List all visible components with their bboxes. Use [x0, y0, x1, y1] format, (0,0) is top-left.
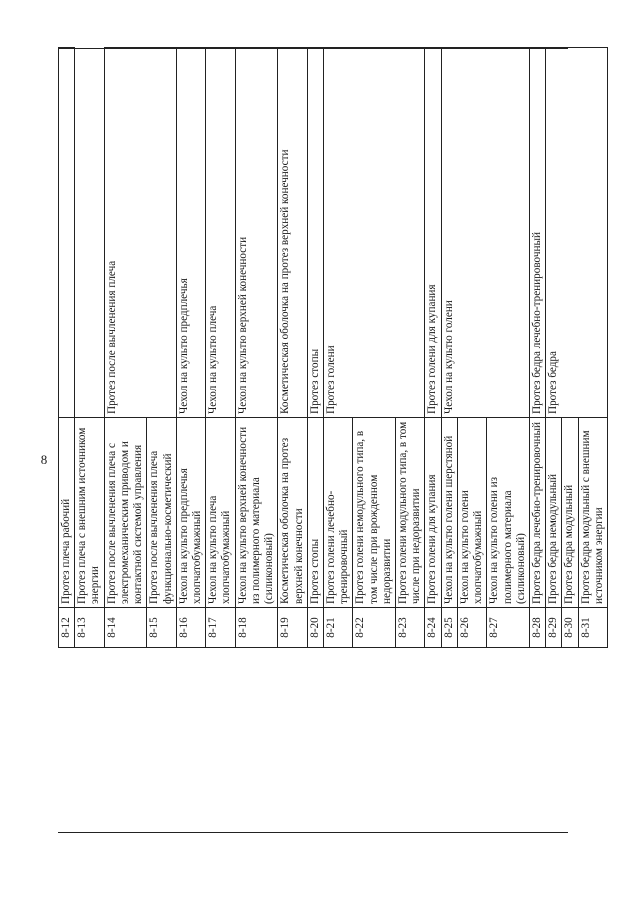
rotated-table-container	[58, 48, 605, 648]
row-number: 8-27	[487, 608, 530, 648]
table-row	[104, 48, 147, 648]
device-table-body	[59, 48, 608, 648]
device-name: Протез бедра модульный	[562, 418, 578, 608]
device-name: Чехол на культю голени из полимерного материала (силиконовый)	[487, 418, 530, 608]
row-number: 8-17	[206, 608, 235, 648]
row-number: 8-21	[323, 608, 352, 648]
row-number: 8-28	[530, 608, 546, 648]
table-row	[530, 48, 546, 648]
device-name: Протез после вычленения плеча с электромеханическим приводом и контактной системой управления	[104, 418, 147, 608]
row-number: 8-19	[278, 608, 307, 648]
row-number: 8-29	[546, 608, 562, 648]
device-group: Протез бедра	[546, 48, 608, 418]
row-number: 8-15	[147, 608, 176, 648]
device-name: Протез плеча с внешним источником энергии	[75, 418, 104, 608]
device-name: Протез после вычленения плеча функционально-косметический	[147, 418, 176, 608]
device-name: Протез бедра лечебно-тренировочный	[530, 418, 546, 608]
table-row	[441, 48, 457, 648]
row-number: 8-18	[235, 608, 278, 648]
device-group: Протез после вычленения плеча	[104, 48, 176, 418]
device-name: Протез стопы	[307, 418, 323, 608]
table-row	[278, 48, 307, 648]
table-row	[176, 48, 205, 648]
bottom-rule	[58, 832, 568, 833]
table-row	[59, 48, 75, 648]
device-group: Протез стопы	[307, 48, 323, 418]
row-number: 8-20	[307, 608, 323, 648]
device-name: Протез голени немодульного типа, в том числе при врожденном недоразвитии	[353, 418, 396, 608]
device-name: Протез голени модульного типа, в том числе при недоразвитии	[396, 418, 425, 608]
device-group: Чехол на культю верхней конечности	[235, 48, 278, 418]
row-number: 8-26	[457, 608, 486, 648]
row-number: 8-25	[441, 608, 457, 648]
device-name: Протез плеча рабочий	[59, 418, 75, 608]
device-name: Протез бедра немодульный	[546, 418, 562, 608]
device-name: Протез голени для купания	[425, 418, 441, 608]
table-row	[546, 48, 562, 648]
device-group: Чехол на культю предплечья	[176, 48, 205, 418]
row-number: 8-24	[425, 608, 441, 648]
page-number: 8	[40, 452, 48, 467]
device-name: Чехол на культю плеча хлопчатобумажный	[206, 418, 235, 608]
row-number: 8-23	[396, 608, 425, 648]
device-name: Чехол на культю голени хлопчатобумажный	[457, 418, 486, 608]
row-number: 8-16	[176, 608, 205, 648]
table-row	[206, 48, 235, 648]
table-row	[307, 48, 323, 648]
device-group: Протез голени	[323, 48, 425, 418]
table-row	[75, 48, 104, 648]
device-group: Чехол на культю голени	[441, 48, 529, 418]
device-group	[59, 48, 75, 418]
table-row	[235, 48, 278, 648]
device-group: Протез голени для купания	[425, 48, 441, 418]
row-number: 8-14	[104, 608, 147, 648]
device-name: Протез бедра модульный с внешним источником энергии	[578, 418, 607, 608]
row-number: 8-12	[59, 608, 75, 648]
device-table	[58, 47, 608, 648]
device-group: Протез бедра лечебно-тренировочный	[530, 48, 546, 418]
row-number: 8-30	[562, 608, 578, 648]
device-group: Чехол на культю плеча	[206, 48, 235, 418]
table-row	[425, 48, 441, 648]
device-name: Чехол на культю предплечья хлопчатобумажный	[176, 418, 205, 608]
device-name: Косметическая оболочка на протез верхней конечности	[278, 418, 307, 608]
device-name: Протез голени лечебно-тренировочный	[323, 418, 352, 608]
device-name: Чехол на культю голени шерстяной	[441, 418, 457, 608]
device-group: Косметическая оболочка на протез верхней конечности	[278, 48, 307, 418]
table-row	[323, 48, 352, 648]
row-number: 8-13	[75, 608, 104, 648]
row-number: 8-31	[578, 608, 607, 648]
device-name: Чехол на культю верхней конечности из полимерного материала (силиконовый)	[235, 418, 278, 608]
row-number: 8-22	[353, 608, 396, 648]
